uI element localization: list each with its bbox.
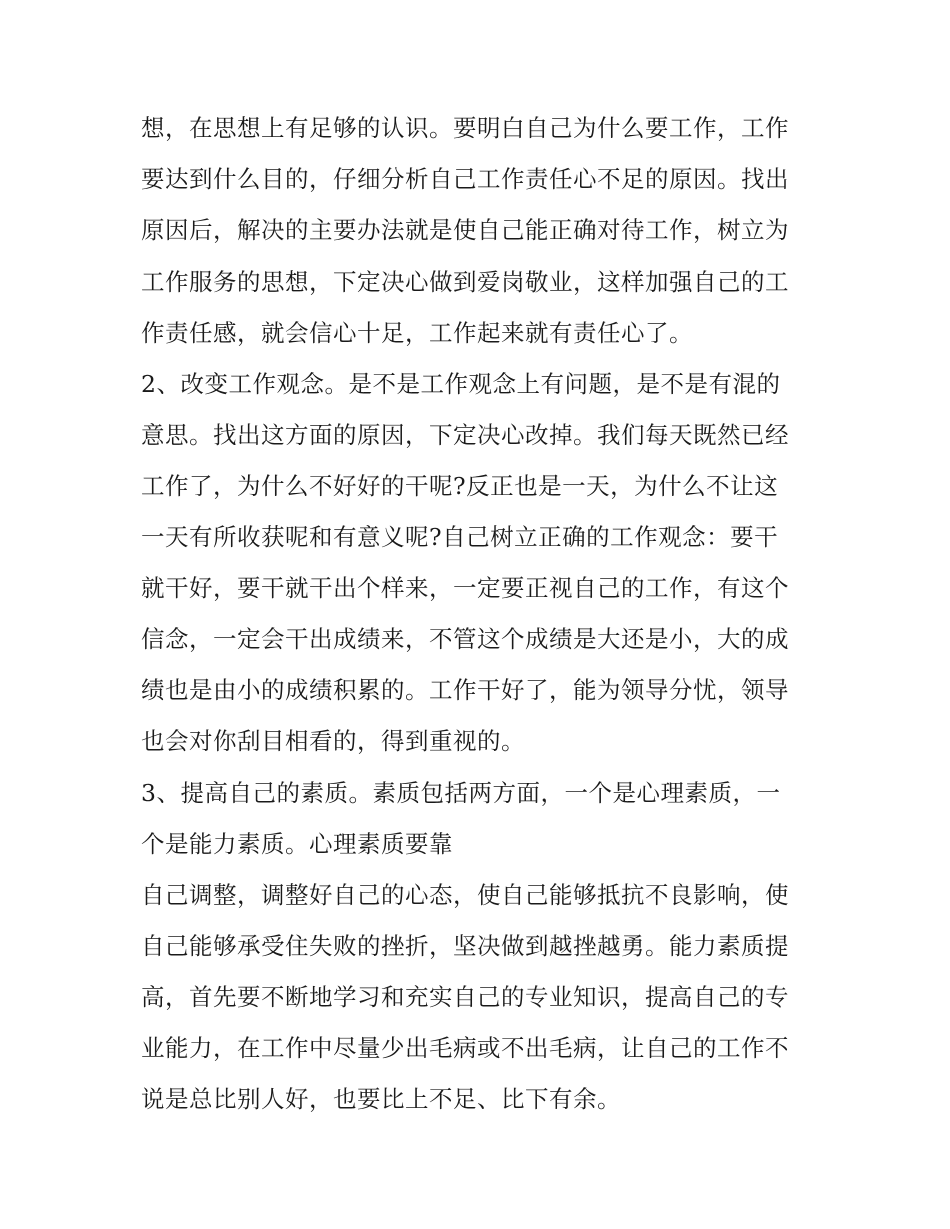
text-line-2: 要达到什么目的，仔细分析自己工作责任心不足的原因。找出 [141,165,789,193]
text-line-8: 工作了，为什么不好好的干呢?反正也是一天，为什么不让这 [141,472,779,500]
text-line-10: 就干好，要干就干出个样来，一定要正视自己的工作，有这个 [141,574,789,602]
text-line-14: 3、提高自己的素质。素质包括两方面，一个是心理素质，一 [141,779,781,807]
text-line-13: 也会对你刮目相看的，得到重视的。 [141,727,525,755]
text-line-17: 自己能够承受住失败的挫折，坚决做到越挫越勇。能力素质提 [141,932,789,960]
text-line-4: 工作服务的思想，下定决心做到爱岗敬业，这样加强自己的工 [141,268,789,296]
text-line-20: 说是总比别人好，也要比上不足、比下有余。 [141,1085,621,1113]
text-line-15: 个是能力素质。心理素质要靠 [141,830,453,858]
text-line-7: 意思。找出这方面的原因，下定决心改掉。我们每天既然已经 [141,421,789,449]
text-line-5: 作责任感，就会信心十足，工作起来就有责任心了。 [141,319,693,347]
text-line-1: 想，在思想上有足够的认识。要明白自己为什么要工作，工作 [141,114,789,142]
text-line-18: 高，首先要不断地学习和充实自己的专业知识，提高自己的专 [141,983,789,1011]
text-line-3: 原因后，解决的主要办法就是使自己能正确对待工作，树立为 [141,216,789,244]
text-line-11: 信念，一定会干出成绩来，不管这个成绩是大还是小，大的成 [141,625,789,653]
text-line-9: 一天有所收获呢和有意义呢?自己树立正确的工作观念：要干 [141,523,779,551]
text-line-6: 2、改变工作观念。是不是工作观念上有问题，是不是有混的 [141,370,781,398]
text-line-19: 业能力，在工作中尽量少出毛病或不出毛病，让自己的工作不 [141,1034,789,1062]
text-line-12: 绩也是由小的成绩积累的。工作干好了，能为领导分忧，领导 [141,676,789,704]
text-line-16: 自己调整，调整好自己的心态，使自己能够抵抗不良影响，使 [141,881,789,909]
